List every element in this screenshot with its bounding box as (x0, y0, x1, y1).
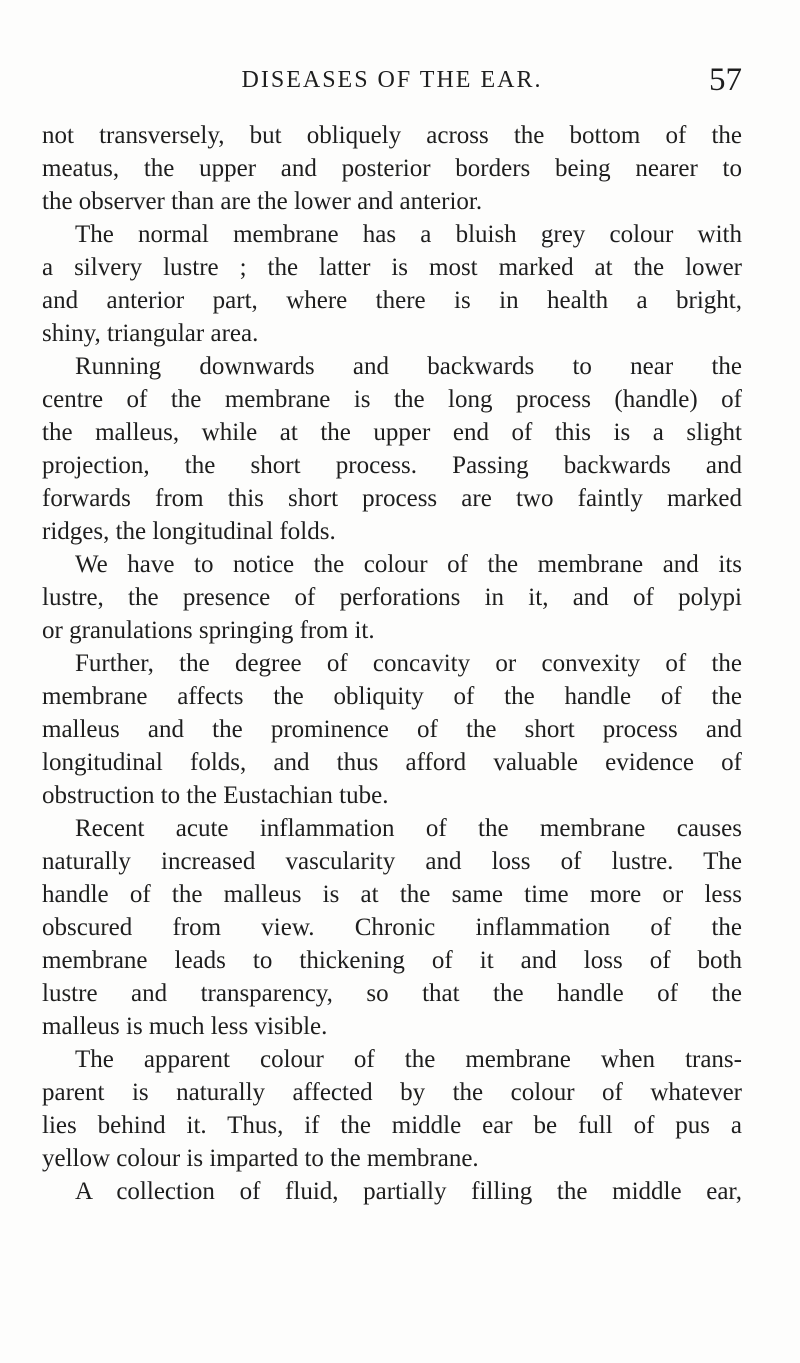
text-line: forwards from this short process are two faintly marked (42, 485, 742, 512)
text-line: membrane affects the obliquity of the handle of the (42, 683, 742, 710)
text-line: parent is naturally affected by the colour of whatever (42, 1079, 742, 1106)
text-line: shiny, triangular area. (42, 320, 259, 347)
text-line: malleus and the prominence of the short process and (42, 716, 742, 743)
paragraph-first-line: Further, the degree of concavity or convexity of the (75, 650, 742, 677)
text-line: lustre and transparency, so that the handle of the (42, 980, 742, 1007)
paragraph-first-line: Recent acute inflammation of the membrane causes (75, 815, 742, 842)
text-line: yellow colour is imparted to the membrane. (42, 1145, 479, 1172)
text-line: or granulations springing from it. (42, 617, 375, 644)
text-line: lies behind it. Thus, if the middle ear be full of pus a (42, 1112, 742, 1139)
text-line: ridges, the longitudinal folds. (42, 518, 336, 545)
body-text (42, 119, 742, 1208)
text-line: projection, the short process. Passing backwards and (42, 452, 742, 479)
text-line: membrane leads to thickening of it and loss of both (42, 947, 742, 974)
running-head (42, 64, 742, 104)
text-line: not transversely, but obliquely across the bottom of the (42, 122, 742, 149)
text-line: centre of the membrane is the long process (handle) of (42, 386, 742, 413)
text-line: obscured from view. Chronic inflammation of the (42, 914, 742, 941)
text-line: malleus is much less visible. (42, 1013, 328, 1040)
paragraph-first-line: Running downwards and backwards to near the (75, 353, 742, 380)
text-line: obstruction to the Eustachian tube. (42, 782, 389, 809)
paragraph-first-line: The normal membrane has a bluish grey colour with (75, 221, 742, 248)
text-line: longitudinal folds, and thus afford valuable evidence of (42, 749, 742, 776)
paragraph-first-line: A collection of fluid, partially filling the middle ear, (75, 1178, 742, 1205)
page-number: 57 (709, 62, 742, 98)
text-line: meatus, the upper and posterior borders being nearer to (42, 155, 742, 182)
text-line: handle of the malleus is at the same time more or less (42, 881, 742, 908)
paragraph-first-line: The apparent colour of the membrane when trans- (75, 1046, 742, 1073)
running-head-title: DISEASES OF THE EAR. (241, 67, 543, 93)
text-line: the malleus, while at the upper end of this is a slight (42, 419, 742, 446)
text-line: the observer than are the lower and anterior. (42, 188, 483, 215)
text-line: and anterior part, where there is in health a bright, (42, 287, 742, 314)
text-line: a silvery lustre ; the latter is most marked at the lower (42, 254, 742, 281)
text-line: lustre, the presence of perforations in it, and of polypi (42, 584, 742, 611)
paragraph-first-line: We have to notice the colour of the membrane and its (75, 551, 742, 578)
text-line: naturally increased vascularity and loss of lustre. The (42, 848, 742, 875)
